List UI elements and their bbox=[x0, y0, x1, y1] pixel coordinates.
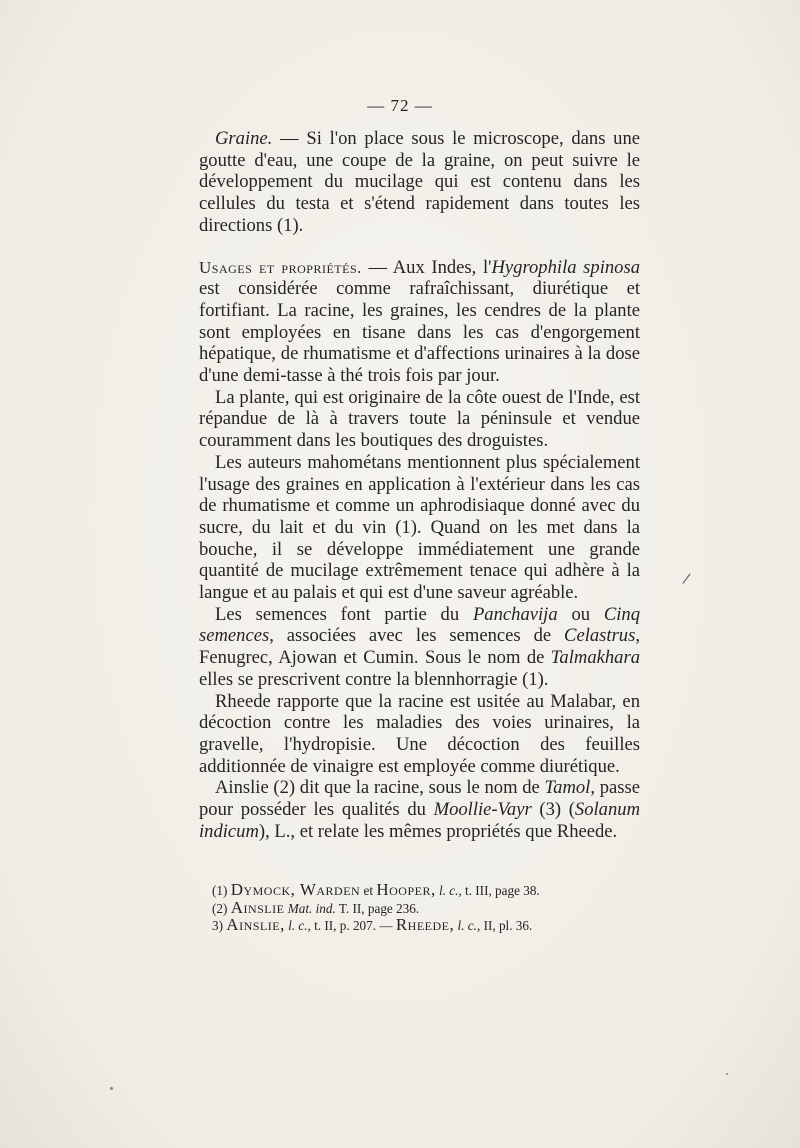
term-celastrus: Celastrus bbox=[564, 625, 636, 647]
paragraph-text: — Si l'on place sous le microscope, dans une goutte d'eau, une coupe de la graine, on peut suivre le développement du mucilage qui est contenu dans les cellules du testa et s'étend rapidement dans toutes les directions (1). bbox=[199, 128, 640, 236]
paragraph-text: , passe pour posséder les qualités du bbox=[199, 777, 640, 821]
paragraph-text: ), L., et relate les mêmes propriétés que Rheede. bbox=[258, 820, 618, 842]
paragraph-origine: La plante, qui est originaire de la côte ouest de l'Inde, est répandue de là à travers toute la péninsule et vendue couramment dans les boutiques des droguistes. bbox=[199, 386, 640, 452]
footnote-author: Dymock, Warden bbox=[230, 880, 361, 899]
footnote-text: t. III, page 38. bbox=[461, 883, 540, 898]
footnote-author: Ainslie bbox=[230, 897, 285, 917]
paragraph-usages bbox=[199, 257, 640, 387]
page-number: — 72 — bbox=[367, 96, 433, 115]
footnotes bbox=[212, 882, 642, 935]
paragraph-text: Les semences font partie du bbox=[215, 603, 473, 625]
paragraph-text: ou bbox=[557, 603, 604, 625]
footnote-text: t. II, p. 207. — bbox=[310, 918, 396, 933]
margin-mark: / bbox=[681, 570, 692, 588]
footnote-ref: l. c., bbox=[435, 883, 462, 898]
paragraph-text: — Aux Indes, l' bbox=[361, 256, 492, 278]
paragraph-ainslie bbox=[199, 777, 640, 842]
footnote-author: Rheede, bbox=[395, 915, 455, 934]
paragraph-auteurs: Les auteurs mahométans mentionnent plus spécialement l'usage des graines en application à l'extérieur dans les cas de rhumatisme et comme un aphrodisiaque donné avec du sucre, du lait et du vin (1). Quand on les met dans la bouche, il se développe immédiatement une grande quantité de mucilage extrêmement tenace qui adhère à la langue et au palais et qui est d'une saveur agréable. bbox=[199, 451, 640, 604]
footnote-3 bbox=[212, 917, 642, 935]
paragraph-text: , Fenugrec, Ajowan et Cumin. Sous le nom de bbox=[199, 625, 640, 669]
footnote-ref: Mat. ind. bbox=[284, 900, 336, 916]
term-solanum-indicum: Solanum indicum bbox=[199, 799, 640, 842]
paragraph-rheede: Rheede rapporte que la racine est usitée au Malabar, en décoction contre les maladies des voies urinaires, la gravelle, l'hydropisie. Une décoction des feuilles additionnée de vinaigre est employée comme diurétique. bbox=[199, 690, 640, 777]
term-moollie-vayr: Moollie-Vayr bbox=[433, 799, 532, 821]
paper-speck bbox=[110, 1087, 113, 1090]
paragraph-text: elles se prescrivent contre la blennhorragie (1). bbox=[199, 668, 549, 690]
term-talmakhara: Talmakhara bbox=[550, 647, 640, 669]
paragraph-semences bbox=[199, 604, 640, 691]
term-panchavija: Panchavija bbox=[472, 603, 558, 625]
paragraph-text: est considérée comme rafraîchissant, diurétique et fortifiant. La racine, les graines, les cendres de la plante sont employées en tisane dans les cas d'engorgement hépatique, de rhumatisme et d'affections urinaires à la dose d'une demi-tasse à thé trois fois par jour. bbox=[199, 278, 640, 387]
term-cinq-semences: Cinq semences bbox=[199, 603, 641, 647]
footnote-ref: l. c., bbox=[284, 918, 311, 933]
footnote-author: Hooper, bbox=[376, 880, 436, 899]
paragraph-text: , associées avec les semences de bbox=[269, 625, 565, 647]
paper-speck bbox=[726, 1073, 728, 1075]
term-tamol: Tamol bbox=[544, 777, 591, 799]
section-label-graine: Graine. bbox=[215, 128, 273, 149]
paragraph-graine bbox=[199, 128, 640, 237]
species-name: Hygrophila spinosa bbox=[491, 256, 640, 278]
paragraph-text: Ainslie (2) dit que la racine, sous le nom de bbox=[215, 777, 545, 799]
footnote-text: T. II, page 236. bbox=[335, 900, 420, 916]
footnote-ref: l. c., bbox=[454, 918, 481, 933]
footnote-author: Ainslie, bbox=[226, 915, 285, 934]
footnote-text: et bbox=[360, 883, 377, 898]
section-label-usages: Usages et propriétés. bbox=[199, 257, 362, 277]
footnote-number: (1) bbox=[212, 883, 228, 898]
footnote-number: (2) bbox=[212, 900, 228, 916]
paragraph-text: (3) ( bbox=[531, 799, 575, 821]
footnote-text: II, pl. 36. bbox=[480, 918, 533, 933]
main-text bbox=[199, 128, 640, 843]
footnote-number: 3) bbox=[212, 918, 223, 933]
